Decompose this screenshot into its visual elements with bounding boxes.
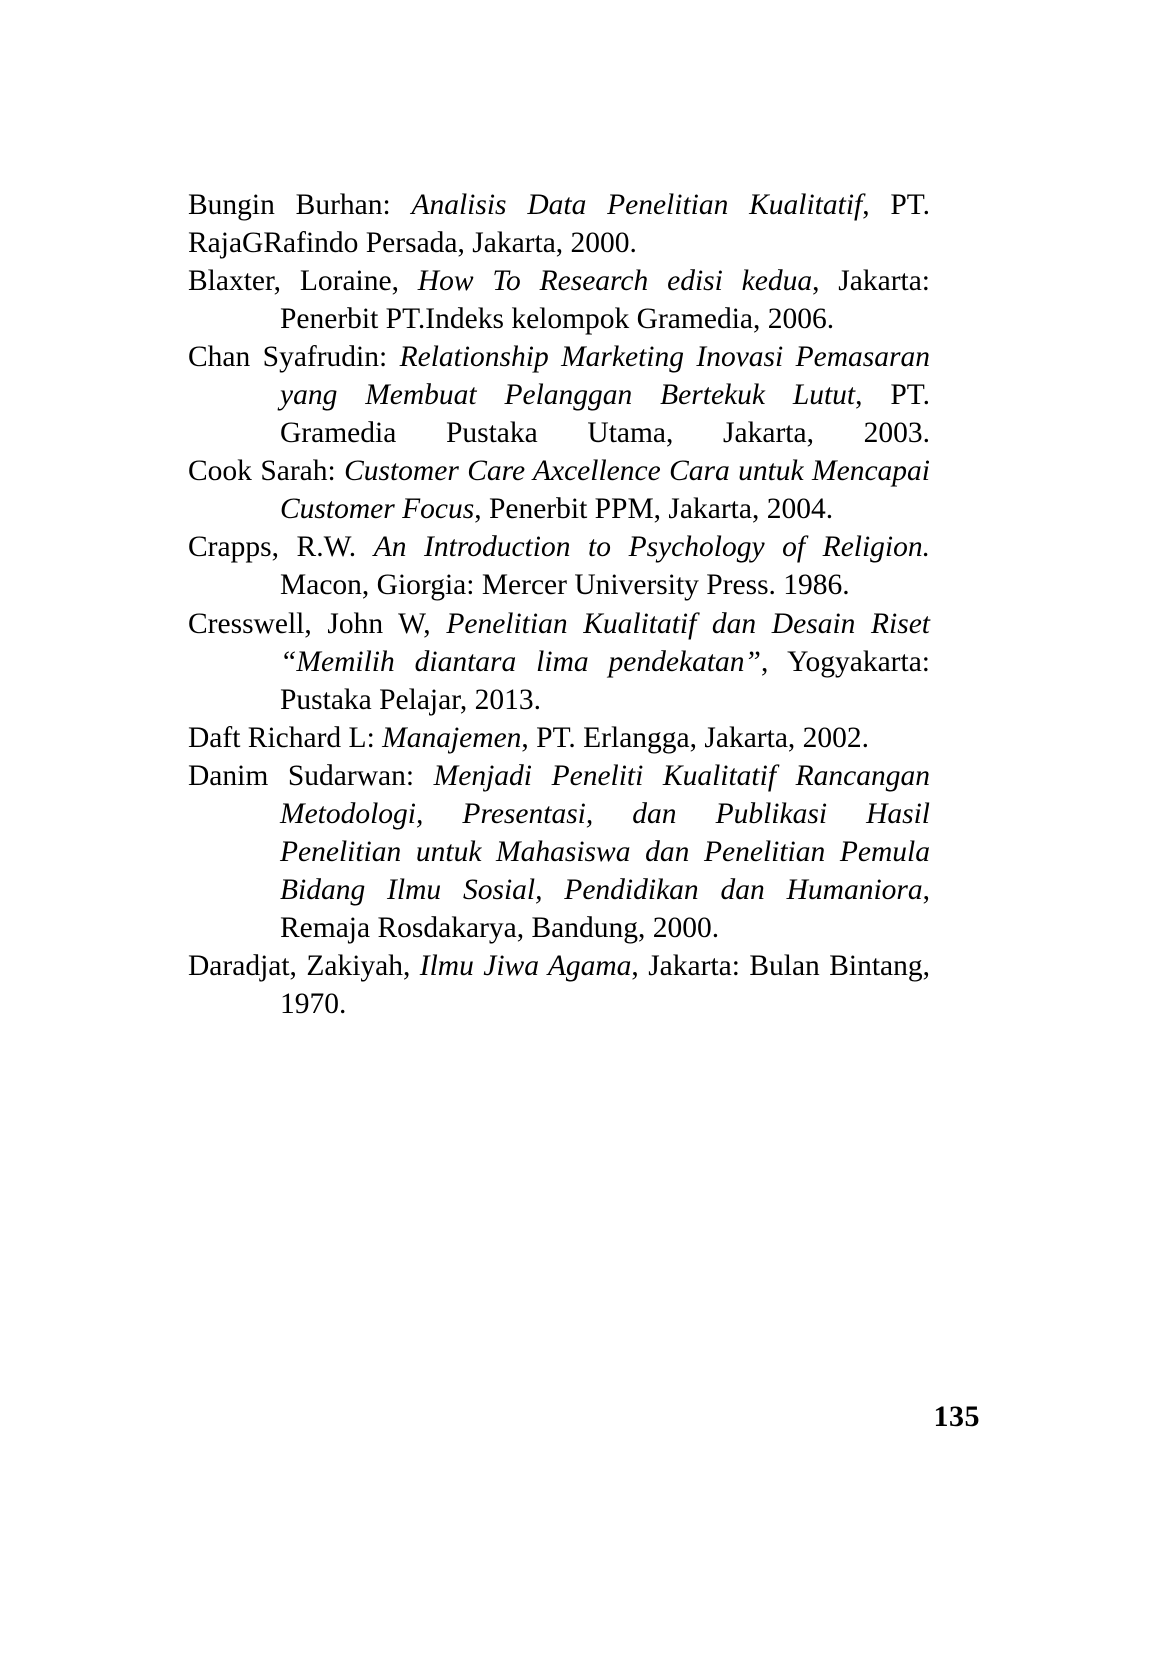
entry-author: Chan Syafrudin: (188, 341, 400, 374)
bibliography-entry (188, 528, 930, 604)
entry-title: Analisis Data Penelitian Kualitatif (411, 189, 863, 221)
entry-title: Customer Care Axcellence Cara untuk Mencapai Customer Focus (280, 455, 930, 526)
entry-publication: , Yogyakarta: Pustaka Pelajar, 2013. (280, 645, 930, 716)
entry-title: Penelitian Kualitatif dan Desain Riset “Memilih diantara lima pendekatan” (280, 607, 930, 678)
entry-title: An Introduction to Psychology of Religion. (373, 531, 931, 564)
page-number: 135 (933, 1400, 980, 1433)
entry-author: Danim Sudarwan: (188, 759, 434, 792)
entry-publication: , Jakarta: Penerbit PT.Indeks kelompok Gramedia, 2006. (280, 265, 931, 336)
entry-author: Bungin Burhan: (188, 189, 412, 221)
entry-author: Cresswell, John W, (188, 607, 447, 640)
entry-author: Daft Richard L: (188, 721, 383, 754)
entry-publication: , Penerbit PPM, Jakarta, 2004. (474, 493, 834, 526)
entry-author: Daradjat, Zakiyah, (188, 949, 420, 982)
entry-title: How To Research edisi kedua (417, 265, 813, 298)
entry-publication: , Jakarta: Bulan Bintang, 1970. (280, 949, 930, 1020)
entry-publication: Macon, Giorgia: Mercer University Press. 1986. (280, 569, 850, 602)
bibliography-entry (188, 757, 930, 947)
bibliography-entry (188, 186, 930, 262)
bibliography-entry (188, 452, 930, 528)
entry-publication: , Remaja Rosdakarya, Bandung, 2000. (280, 873, 930, 944)
bibliography-entry (188, 262, 930, 338)
entry-author: Blaxter, Loraine, (188, 265, 418, 298)
entry-title: Relationship Marketing Inovasi Pemasaran yang Membuat Pelanggan Bertekuk Lutut (280, 341, 930, 412)
entry-publication: , PT. Gramedia Pustaka Utama, Jakarta, 2003. (280, 379, 930, 450)
entry-title: Ilmu Jiwa Agama (419, 949, 632, 982)
entry-author: Cook Sarah: (188, 455, 345, 488)
entry-author: Crapps, R.W. (188, 531, 374, 564)
entry-title: Menjadi Peneliti Kualitatif Rancangan Metodologi, Presentasi, dan Publikasi Hasil Penelitian untuk Mahasiswa dan Penelitian Pemula Bidang Ilmu Sosial, Pendidikan dan Humaniora (280, 759, 930, 906)
bibliography-entry (188, 605, 930, 719)
bibliography-entry (188, 947, 930, 1023)
entry-publication: , PT. RajaGRafindo Persada, Jakarta, 2000. (188, 189, 930, 260)
entry-publication: , PT. Erlangga, Jakarta, 2002. (521, 721, 870, 754)
bibliography-entry (188, 338, 930, 452)
bibliography-entry (188, 719, 930, 757)
bibliography-list (188, 186, 930, 1023)
entry-title: Manajemen (382, 721, 522, 754)
